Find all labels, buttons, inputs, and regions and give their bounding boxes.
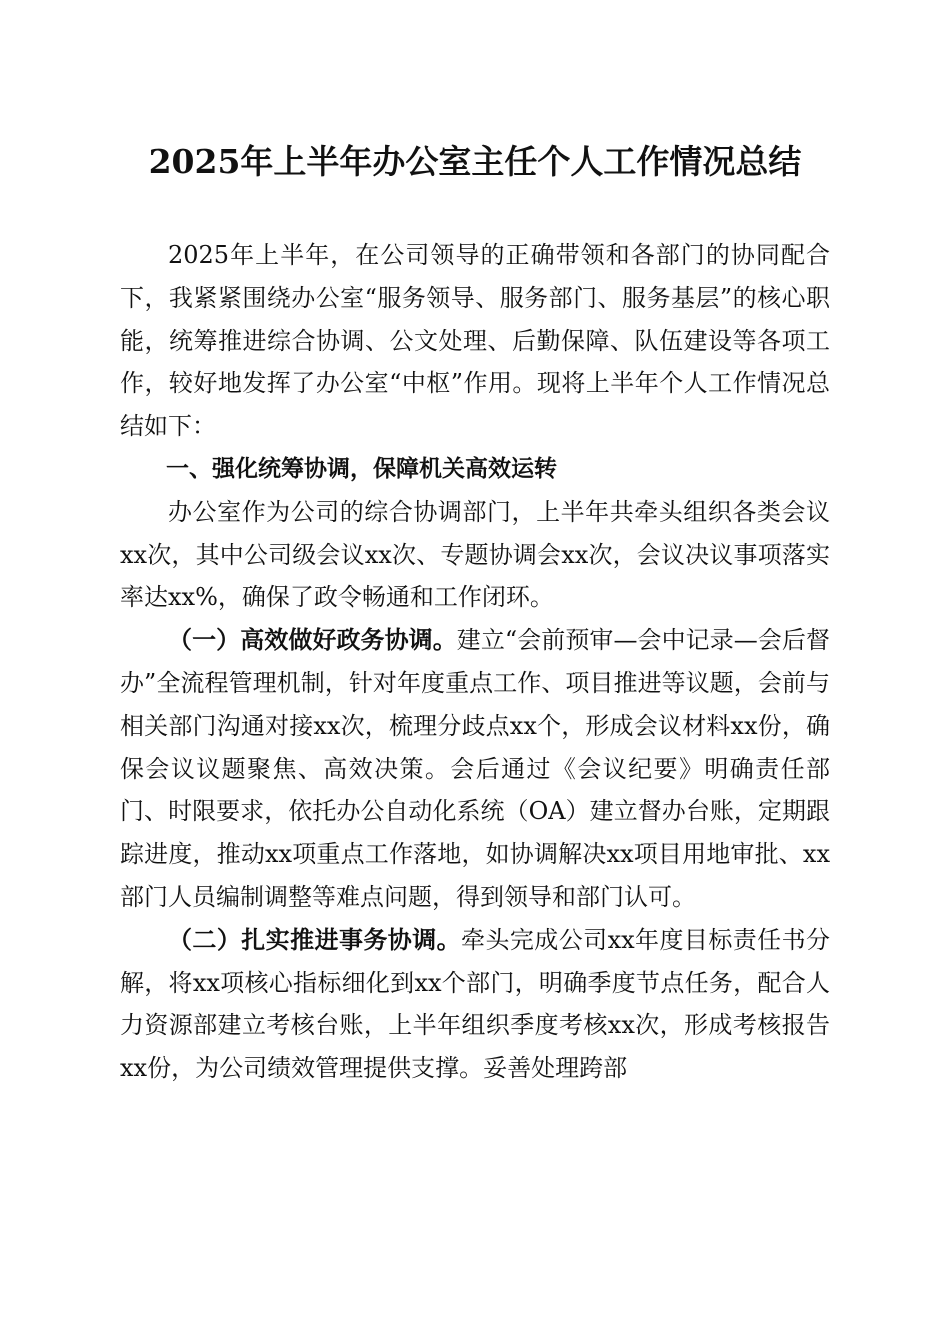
document-title: 2025年上半年办公室主任个人工作情况总结	[148, 142, 802, 181]
section-1-paragraph: 办公室作为公司的综合协调部门，上半年共牵头组织各类会议xx次，其中公司级会议xx次、专题协调会xx次，会议决议事项落实率达xx%，确保了政令畅通和工作闭环。	[120, 497, 830, 612]
section-heading-1: 一、强化统筹协调，保障机关高效运转	[166, 455, 557, 482]
subsection-1-lead: （一）高效做好政务协调。	[168, 625, 457, 655]
document-body	[120, 234, 830, 1090]
subsection-2-lead: （二）扎实推进事务协调。	[168, 924, 462, 954]
subsection-1-paragraph	[120, 619, 830, 919]
subsection-1-body: 建立“会前预审—会中记录—会后督办”全流程管理机制，针对年度重点工作、项目推进等议题，会前与相关部门沟通对接xx次，梳理分歧点xx个，形成会议材料xx份，确保会议议题聚焦、高效决策。会后通过《会议纪要》明确责任部门、时限要求，依托办公自动化系统（OA）建立督办台账，定期跟踪进度，推动xx项重点工作落地，如协调解决xx项目用地审批、xx部门人员编制调整等难点问题，得到领导和部门认可。	[120, 626, 830, 911]
intro-paragraph: 2025年上半年，在公司领导的正确带领和各部门的协同配合下，我紧紧围绕办公室“服务领导、服务部门、服务基层”的核心职能，统筹推进综合协调、公文处理、后勤保障、队伍建设等各项工作，较好地发挥了办公室“中枢”作用。现将上半年个人工作情况总结如下：	[120, 241, 830, 441]
subsection-2-paragraph	[120, 919, 830, 1090]
subsection-2-body: 牵头完成公司xx年度目标责任书分解，将xx项核心指标细化到xx个部门，明确季度节点任务，配合人力资源部建立考核台账，上半年组织季度考核xx次，形成考核报告xx份，为公司绩效管理提供支撑。妥善处理跨部	[120, 925, 830, 1083]
